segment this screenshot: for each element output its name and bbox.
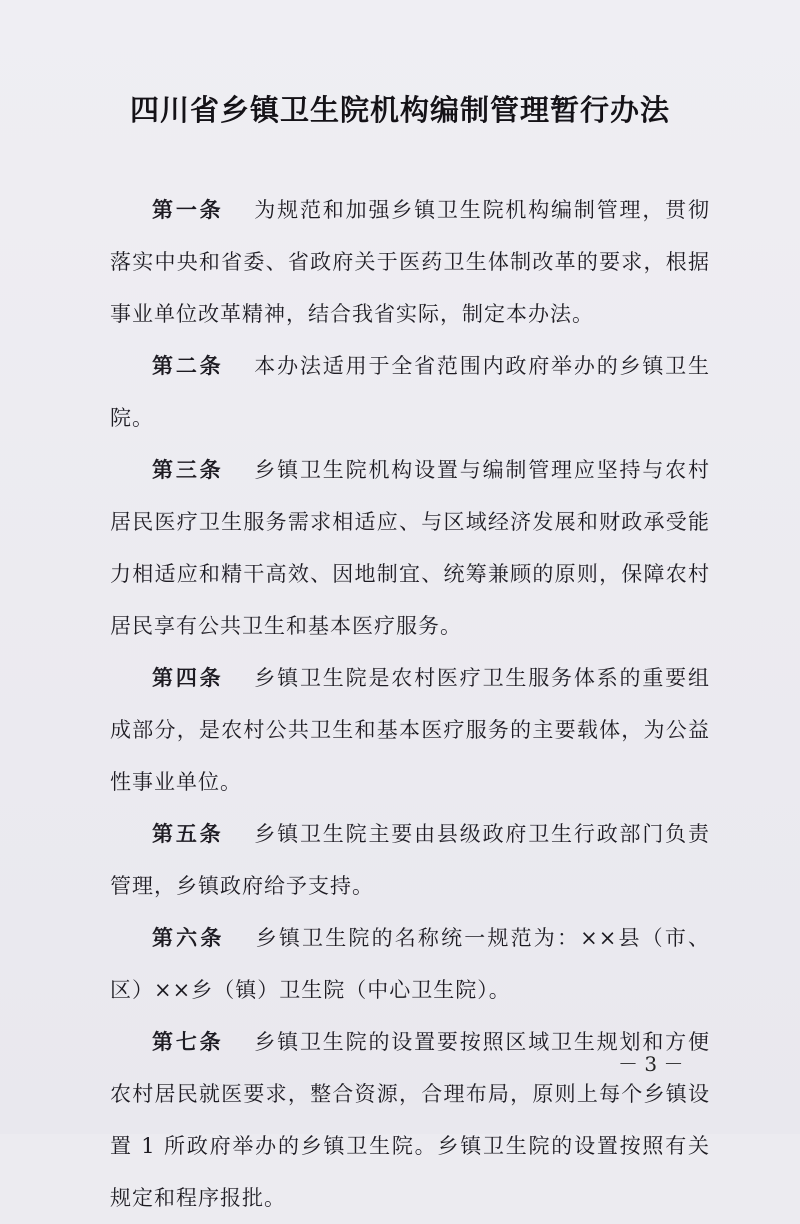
article-text: 乡镇卫生院的名称统一规范为：××县（市、区）××乡（镇）卫生院（中心卫生院）。: [110, 926, 711, 1002]
article-2: [110, 340, 710, 444]
article-3: [110, 444, 710, 652]
article-text: 乡镇卫生院主要由县级政府卫生行政部门负责管理，乡镇政府给予支持。: [110, 822, 711, 898]
article-text: 为规范和加强乡镇卫生院机构编制管理，贯彻落实中央和省委、省政府关于医药卫生体制改革的要求，根据事业单位改革精神，结合我省实际，制定本办法。: [110, 198, 711, 326]
article-text: 乡镇卫生院机构设置与编制管理应坚持与农村居民医疗卫生服务需求相适应、与区域经济发展和财政承受能力相适应和精干高效、因地制宜、统筹兼顾的原则，保障农村居民享有公共卫生和基本医疗服务。: [110, 458, 711, 638]
article-number: 第六条: [152, 925, 225, 950]
article-text: 本办法适用于全省范围内政府举办的乡镇卫生院。: [110, 354, 711, 430]
document-title: 四川省乡镇卫生院机构编制管理暂行办法: [129, 93, 670, 127]
article-6: [110, 912, 710, 1016]
article-number: 第三条: [152, 457, 224, 482]
article-number: 第五条: [152, 821, 224, 846]
article-1: [110, 184, 710, 340]
article-number: 第一条: [152, 197, 224, 222]
article-text: 乡镇卫生院是农村医疗卫生服务体系的重要组成部分，是农村公共卫生和基本医疗服务的主要载体，为公益性事业单位。: [110, 666, 711, 794]
article-text: 乡镇卫生院的设置要按照区域卫生规划和方便农村居民就医要求，整合资源，合理布局，原则上每个乡镇设置 1 所政府举办的乡镇卫生院。乡镇卫生院的设置按照有关规定和程序报批。: [110, 1030, 711, 1210]
article-4: [110, 652, 710, 808]
article-number: 第二条: [152, 353, 224, 378]
page-number: － 3 －: [618, 1052, 684, 1076]
article-number: 第四条: [152, 665, 224, 690]
article-number: 第七条: [152, 1029, 224, 1054]
article-5: [110, 808, 710, 912]
